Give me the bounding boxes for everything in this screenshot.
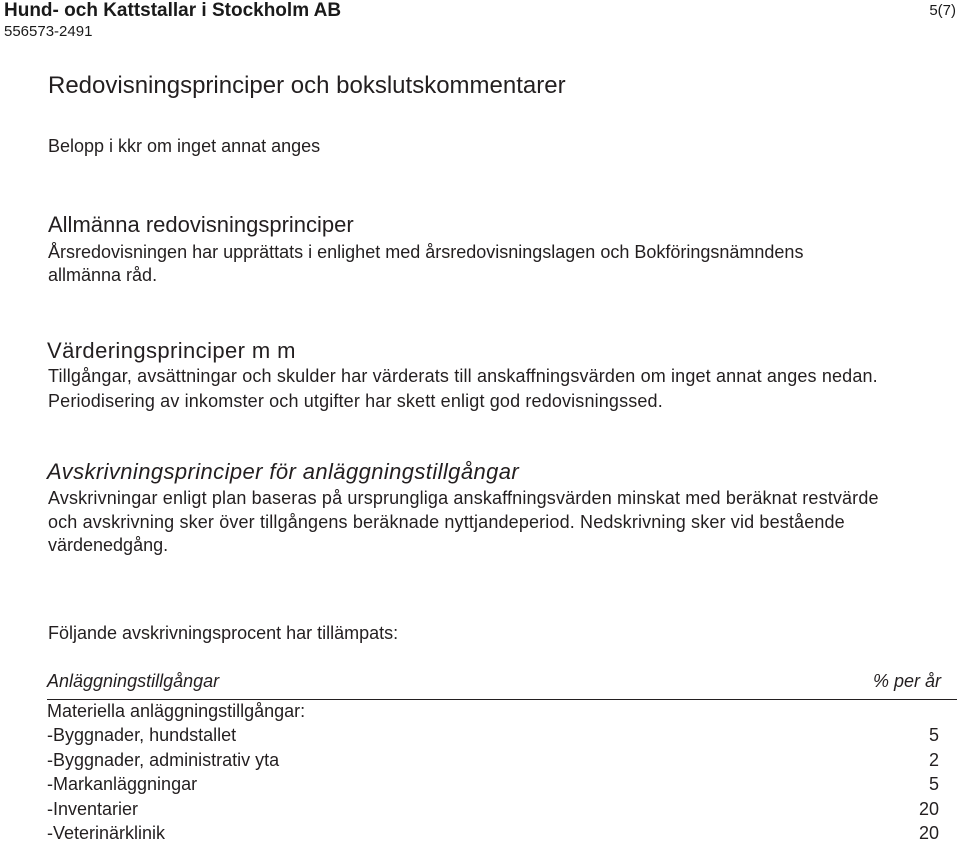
asset-label: -Inventarier xyxy=(47,798,139,819)
page-number: 5(7) xyxy=(929,2,956,19)
asset-label: -Byggnader, administrativ yta xyxy=(47,749,280,770)
table-row xyxy=(47,774,957,798)
table-row xyxy=(47,799,957,823)
column-header-rate: % per år xyxy=(872,671,941,691)
section-heading-general: Allmänna redovisningsprinciper xyxy=(48,212,354,237)
table-group-row xyxy=(47,701,957,725)
valuation-text-line-1: Tillgångar, avsättningar och skulder har värderats till anskaffningsvärden om inget annat anges nedan. xyxy=(48,366,878,386)
depreciation-text-line-2: och avskrivning sker över tillgångens beräknade nyttjandeperiod. Nedskrivning sker vid bestående xyxy=(48,512,845,532)
rate-value: 5 xyxy=(928,725,939,746)
asset-label: -Markanläggningar xyxy=(47,774,198,795)
rate-value: 5 xyxy=(928,774,939,795)
rates-intro: Följande avskrivningsprocent har tillämpats: xyxy=(48,623,399,643)
company-name: Hund- och Kattstallar i Stockholm AB xyxy=(4,0,342,21)
table-row xyxy=(47,823,957,847)
depreciation-text-line-3: värdenedgång. xyxy=(48,535,169,555)
table-row xyxy=(47,750,957,774)
general-text-line-1: Årsredovisningen har upprättats i enlighet med årsredovisningslagen och Bokföringsnämndens xyxy=(48,242,804,262)
section-heading-valuation: Värderingsprinciper m m xyxy=(47,338,296,363)
asset-label: -Byggnader, hundstallet xyxy=(47,725,237,746)
rate-value: 20 xyxy=(918,798,939,819)
table-row xyxy=(47,725,957,749)
valuation-text-line-2: Periodisering av inkomster och utgifter har skett enligt god redovisningssed. xyxy=(48,391,663,411)
rate-value: 20 xyxy=(918,822,939,843)
organization-number: 556573-2491 xyxy=(4,23,93,40)
table-header xyxy=(47,671,957,700)
asset-label: -Veterinärklinik xyxy=(47,822,166,843)
depreciation-rates-table xyxy=(47,671,957,847)
general-text-line-2: allmänna råd. xyxy=(48,265,158,285)
rate-value: 2 xyxy=(928,749,939,770)
section-heading-depreciation: Avskrivningsprinciper för anläggningstillgångar xyxy=(47,459,520,484)
amount-note: Belopp i kkr om inget annat anges xyxy=(48,136,321,156)
depreciation-text-line-1: Avskrivningar enligt plan baseras på ursprungliga anskaffningsvärden minskat med beräknat restvärde xyxy=(48,488,879,508)
group-label: Materiella anläggningstillgångar: xyxy=(47,701,306,721)
page-title: Redovisningsprinciper och bokslutskommentarer xyxy=(48,72,566,99)
column-header-asset: Anläggningstillgångar xyxy=(47,671,220,691)
